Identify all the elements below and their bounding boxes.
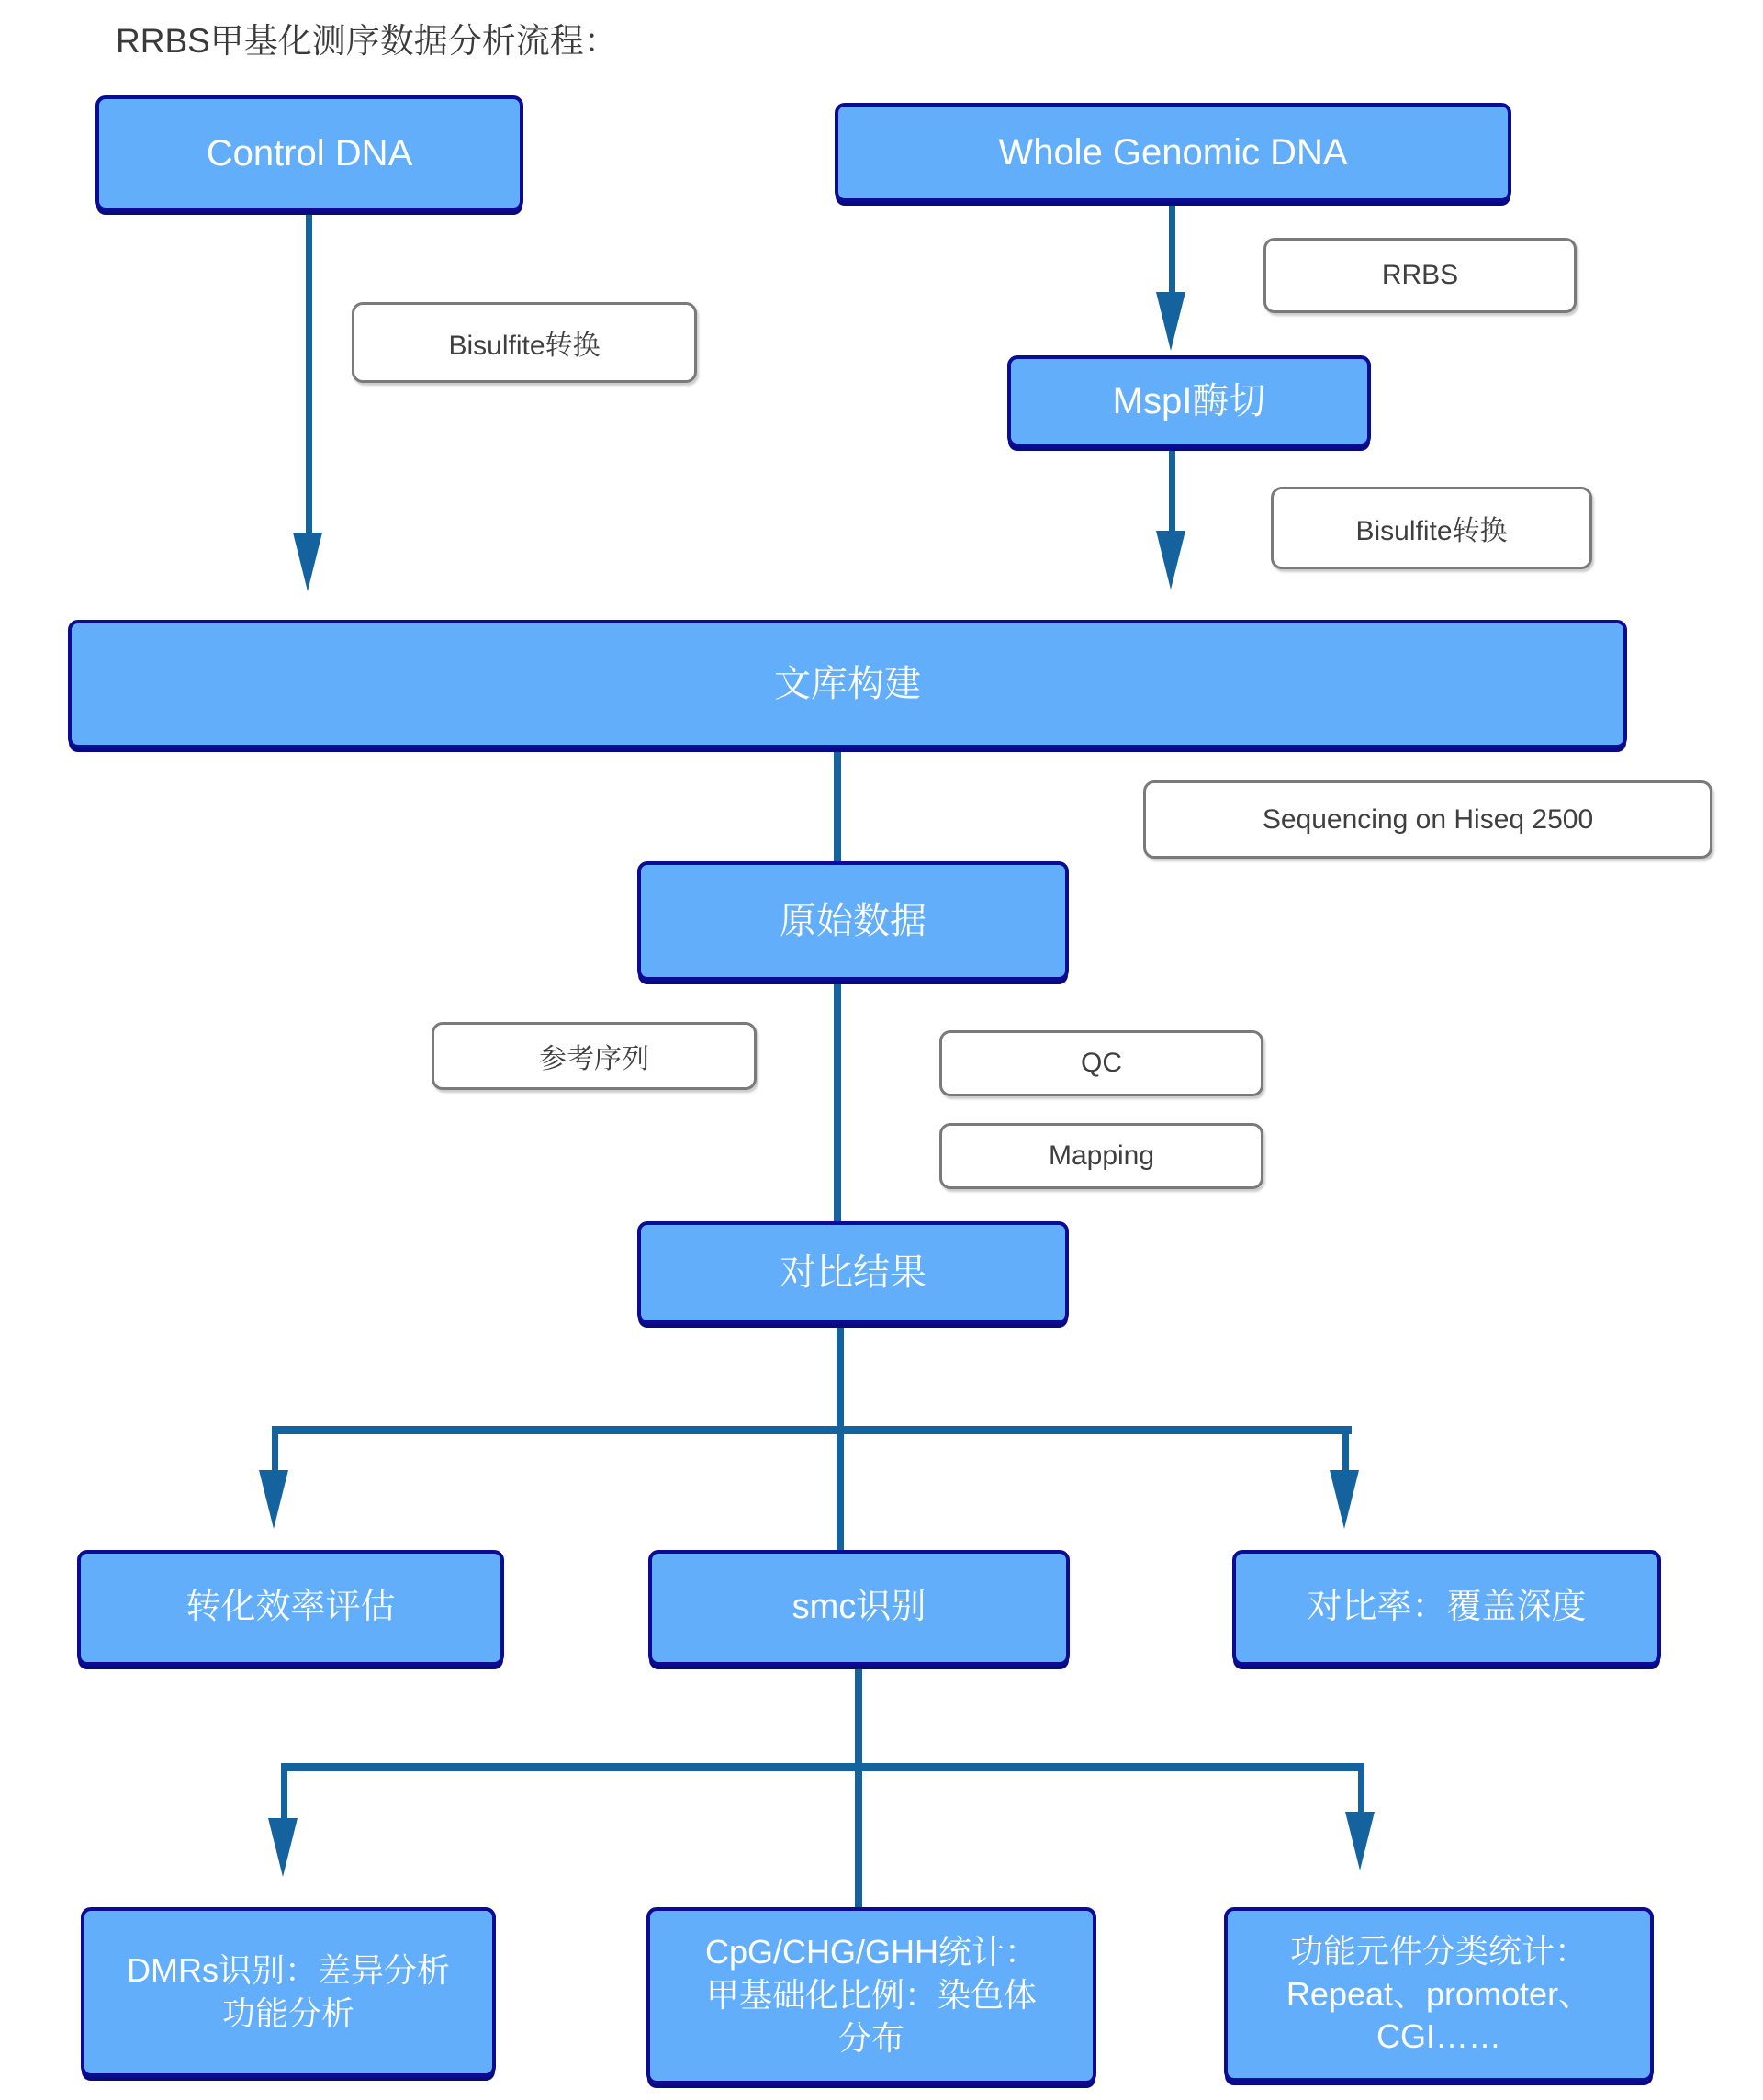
node-label: 对比率：覆盖深度: [1307, 1588, 1587, 1627]
label-mapping: Mapping: [939, 1123, 1263, 1189]
node-label-line: 分布: [837, 2018, 904, 2057]
node-label-line: DMRs识别：差异分析: [127, 1950, 450, 1989]
node-functional-elements-stats: [1224, 1907, 1654, 2082]
node-label: smc识别: [792, 1588, 926, 1627]
label-sequencing-hiseq: Sequencing on Hiseq 2500: [1143, 780, 1712, 859]
node-label: MspI酶切: [1112, 381, 1266, 421]
connector-rawdata-to-alignment: [834, 979, 841, 1223]
branch2-left-drop: [281, 1763, 287, 1820]
node-label: Whole Genomic DNA: [998, 132, 1348, 173]
node-alignment-result: [637, 1221, 1069, 1324]
arrow-down-icon: [293, 533, 322, 591]
connector-library-to-rawdata: [834, 747, 841, 863]
connector-alignment-to-branch: [837, 1322, 844, 1431]
node-label: Control DNA: [206, 133, 413, 174]
arrow-down-icon: [1156, 531, 1185, 590]
node-alignment-rate-coverage: [1232, 1550, 1661, 1666]
label-bisulfite-conversion-1: Bisulfite转换: [352, 302, 697, 383]
arrow-down-icon: [1156, 292, 1185, 351]
label-reference-sequence: 参考序列: [432, 1022, 757, 1090]
node-label-line: 功能分析: [221, 1993, 354, 2032]
connector-control-to-library: [306, 211, 312, 534]
node-label-line: 甲基础化比例：染色体: [705, 1976, 1037, 2015]
node-mspi-digestion: [1007, 355, 1371, 447]
label-rrbs: RRBS: [1263, 238, 1577, 313]
label-bisulfite-conversion-2: Bisulfite转换: [1271, 487, 1592, 569]
arrow-down-icon: [259, 1470, 288, 1529]
branch1-middle-drop: [837, 1426, 844, 1550]
node-control-dna: [95, 95, 523, 211]
arrow-down-icon: [1345, 1812, 1375, 1870]
node-label-line: CpG/CHG/GHH统计：: [704, 1933, 1039, 1971]
node-label-line: 功能元件分类统计：: [1289, 1931, 1588, 1970]
node-library-construction: [68, 620, 1627, 748]
node-conversion-efficiency: [77, 1550, 504, 1666]
connector-wgd-to-mspi: [1169, 202, 1175, 294]
arrow-down-icon: [268, 1818, 298, 1877]
label-qc: QC: [939, 1030, 1263, 1096]
connector-smc-to-branch: [855, 1664, 862, 1767]
branch2-middle-drop: [855, 1763, 862, 1907]
connector-mspi-to-library: [1169, 445, 1175, 533]
node-label: 转化效率评估: [185, 1588, 396, 1627]
branch2-right-drop: [1358, 1763, 1364, 1814]
node-label: 原始数据: [780, 901, 926, 941]
branch1-left-drop: [272, 1426, 278, 1472]
node-whole-genomic-dna: [835, 103, 1511, 202]
branch1-right-drop: [1342, 1426, 1349, 1472]
node-label: 文库构建: [774, 664, 921, 704]
node-raw-data: [637, 861, 1069, 981]
arrow-down-icon: [1330, 1470, 1359, 1529]
node-dmrs-identification: [81, 1907, 496, 2077]
node-smc-identification: [648, 1550, 1070, 1666]
node-label-line: CGI……: [1376, 2017, 1501, 2056]
node-label: 对比结果: [780, 1252, 926, 1293]
page-title: RRBS甲基化测序数据分析流程：: [116, 22, 618, 60]
branch1-horizontal-line: [272, 1426, 1352, 1434]
branch2-horizontal-line: [281, 1763, 1364, 1771]
node-cpg-chg-ghh-stats: [646, 1907, 1096, 2084]
node-label-line: Repeat、promoter、: [1286, 1974, 1592, 2013]
